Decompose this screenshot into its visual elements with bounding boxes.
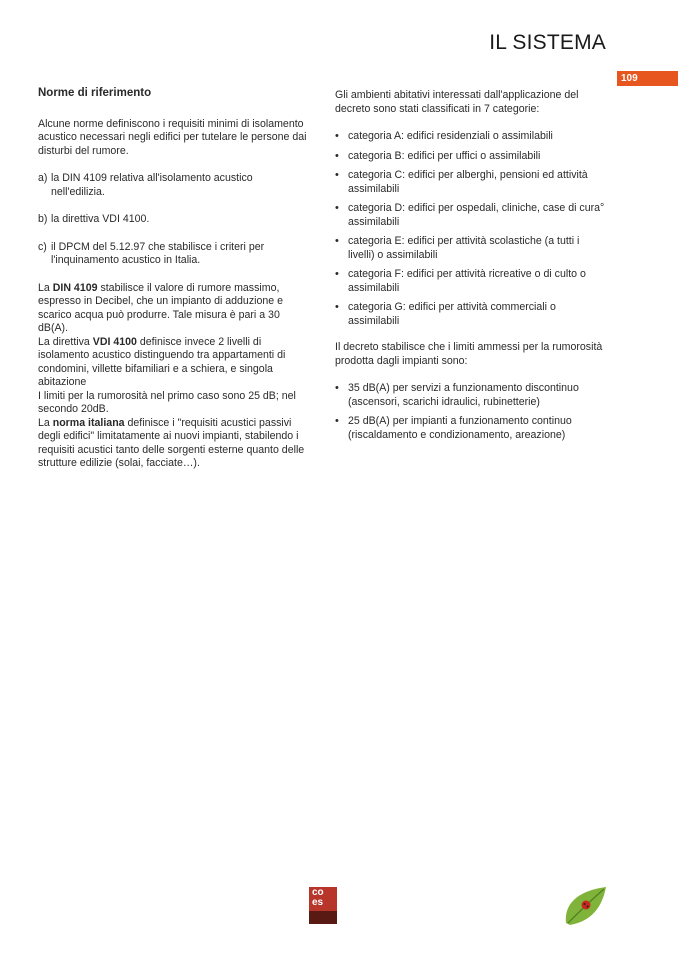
list-item <box>38 213 308 227</box>
section-heading: Norme di riferimento <box>38 87 152 99</box>
leaf-ladybug-icon <box>562 885 608 927</box>
limits-list <box>335 382 607 442</box>
limits-intro: Il decreto stabilisce che i limiti ammessi per la rumorosità prodotta dagli impianti sono: <box>335 341 603 367</box>
list-item <box>38 172 308 199</box>
page-title: IL SISTEMA <box>489 31 606 54</box>
list-text: la DIN 4109 relativa all'isolamento acustico nell'edilizia. <box>51 172 253 198</box>
din-paragraph: La DIN 4109 stabilisce il valore di rumore massimo, espresso in Decibel, che un impianto di adduzione e scarico acqua può produrre. Tale misura è pari a 30 dB(A). <box>38 281 283 334</box>
right-column <box>335 89 607 455</box>
vdi-paragraph: La direttiva VDI 4100 definisce invece 2 livelli di isolamento acustico distinguendo tra appartamenti di condomini, villette bifamiliari e a schiera, e singola abitazione <box>38 335 286 388</box>
list-item: • categoria C: edifici per alberghi, pensioni ed attività assimilabili <box>335 169 588 195</box>
categories-list <box>335 130 607 328</box>
categories-intro: Gli ambienti abitativi interessati dall'applicazione del decreto sono stati classificati in 7 categorie: <box>335 89 579 115</box>
list-item: • categoria F: edifici per attività ricreative o di culto o assimilabili <box>335 268 586 294</box>
list-label: c) <box>38 240 47 253</box>
list-item: • categoria E: edifici per attività scolastiche (a tutti i livelli) o assimilabili <box>335 235 580 261</box>
list-item: • categoria A: edifici residenziali o assimilabili <box>335 130 553 142</box>
list-item: • categoria G: edifici per attività commerciali o assimilabili <box>335 301 556 327</box>
limits-paragraph: I limiti per la rumorosità nel primo caso sono 25 dB; nel secondo 20dB. <box>38 389 296 415</box>
list-item: • 25 dB(A) per impianti a funzionamento continuo (riscaldamento e condizionamento, areazione) <box>335 415 572 441</box>
left-column <box>38 87 308 471</box>
italian-norm-paragraph: La norma italiana definisce i "requisiti acustici passivi degli edifici" limitatamente ai nuovi impianti, stabilendo i requisiti acustici tanto delle sorgenti esterne quanto delle strutture edilizie (solai, facciate…). <box>38 416 305 469</box>
list-item: • 35 dB(A) per servizi a funzionamento discontinuo (ascensori, scarichi idraulici, rubinetterie) <box>335 382 579 408</box>
list-item: • categoria D: edifici per ospedali, cliniche, case di cura° assimilabili <box>335 202 605 228</box>
list-text: il DPCM del 5.12.97 che stabilisce i criteri per l'inquinamento acustico in Italia. <box>51 240 265 266</box>
list-item <box>38 241 308 268</box>
list-label: b) <box>38 213 48 225</box>
coes-logo: co es <box>309 887 337 924</box>
list-item: • categoria B: edifici per uffici o assimilabili <box>335 149 541 162</box>
intro-paragraph: Alcune norme definiscono i requisiti minimi di isolamento acustico necessari negli edifici per tutelare le persone dai disturbi del rumore. <box>38 117 307 157</box>
page-number-badge: 109 <box>617 71 678 86</box>
list-text: la direttiva VDI 4100. <box>51 213 150 225</box>
list-label: a) <box>38 172 48 184</box>
